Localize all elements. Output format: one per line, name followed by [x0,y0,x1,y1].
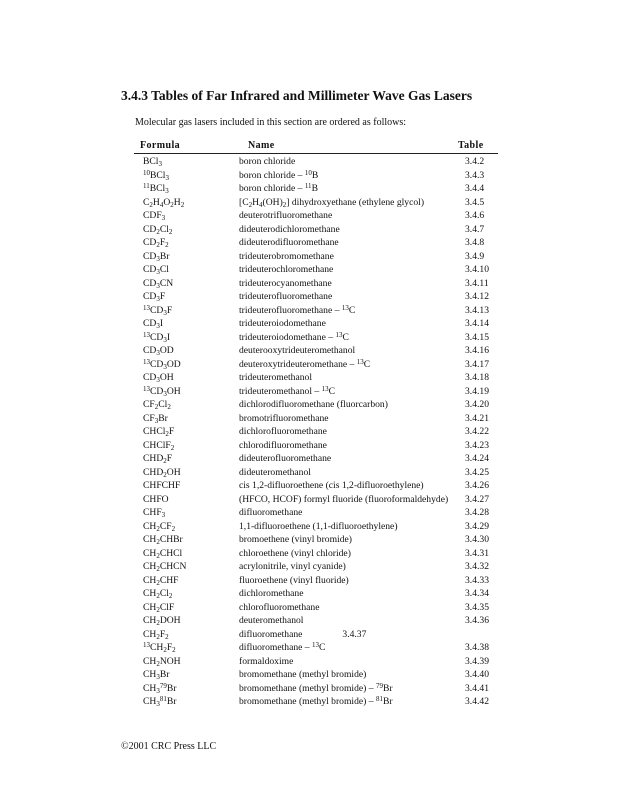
name-cell: trideuteroiodomethane [239,318,326,329]
table-row [134,412,505,426]
table-row [134,587,505,601]
name-cell: dideuterofluoromethane [239,453,332,464]
table-number-cell: 3.4.7 [465,223,485,235]
name-cell: trideuteromethanol – $^{13}$C [239,384,335,397]
laser-table-body [134,155,505,709]
table-row [134,250,505,264]
name-cell: deuteroxytrideuteromethane – $^{13}$C [239,357,371,370]
formula-cell: $^{13}CD_3OH$ [143,384,181,398]
formula-cell: $CH_2CHBr$ [143,534,183,546]
formula-cell: CHCl$_2$F [143,426,175,438]
table-number-cell: 3.4.12 [465,291,489,302]
formula-cell: $CH_2CHCl$ [143,547,183,560]
table-number-cell: 3.4.40 [465,669,489,680]
name-cell: trideuteromethanol [239,372,312,383]
formula-cell: $CD_3OD$ [143,345,174,357]
formula-cell: $CH_2ClF$ [143,601,175,614]
table-row [134,668,505,682]
table-row [134,520,505,534]
table-number-cell: 3.4.21 [465,412,489,424]
formula-cell: $CD_2F_2$ [143,237,169,249]
column-header-name: Name [248,140,275,151]
formula-cell: $CHD_2OH$ [143,466,181,479]
name-cell: deuterooxytrideuteromethanol [239,345,356,356]
name-cell: trideuteroiodomethane – $^{13}$C [239,330,349,343]
name-cell: 1,1-difluoroethene (1,1-difluoroethylene) [239,520,398,532]
table-row [134,506,505,520]
name-cell: bromotrifluoromethane [239,412,329,424]
formula-cell: BCl$_3$ [143,156,162,168]
table-row [134,452,505,466]
table-row [134,547,505,561]
table-row [134,682,505,696]
header-rule [134,153,498,154]
name-cell: chlorodifluoromethane [239,439,327,451]
table-row [134,601,505,615]
table-row [134,439,505,453]
table-row [134,358,505,372]
laser-table [134,155,505,709]
table-number-cell: 3.4.30 [465,534,489,545]
formula-cell: CHFO [143,493,169,505]
name-cell: acrylonitrile, vinyl cyanide) [239,561,346,572]
table-number-cell: 3.4.9 [465,250,485,262]
formula-cell: $CH_2CF_2$ [143,520,176,533]
table-row [134,493,505,507]
table-number-cell: 3.4.22 [465,426,489,437]
formula-cell: $CH_3Br$ [143,669,170,681]
table-row [134,479,505,493]
formula-cell: $CH_2CHCN$ [143,561,187,573]
name-cell: dichloromethane [239,588,304,599]
formula-cell: $^{13}CD_3OD$ [143,357,181,371]
name-cell: trideuterocyanomethane [239,277,332,289]
formula-cell: $CHD_2F$ [143,453,173,465]
intro-text: Molecular gas lasers included in this section are ordered as follows: [135,117,407,128]
table-number-cell: 3.4.24 [465,453,489,464]
table-number-cell: 3.4.26 [465,480,489,491]
formula-cell: $CH_3^{81}Br$ [143,695,177,708]
table-number-cell: 3.4.13 [465,304,489,316]
name-cell: difluoromethane – $^{13}$C [239,641,326,653]
table-number-cell: 3.4.11 [465,277,489,289]
table-row [134,169,505,183]
name-cell: formaldoxime [239,655,294,667]
table-number-cell: 3.4.4 [465,183,485,194]
name-cell: difluoromethane 3.4.37 [239,628,367,640]
table-row [134,223,505,237]
table-number-cell: 3.4.32 [465,561,489,572]
table-row [134,574,505,588]
table-number-cell: 3.4.34 [465,588,489,599]
table-number-cell: 3.4.16 [465,345,489,356]
name-cell: cis 1,2-difluoroethene (cis 1,2-difluoroethylene) [239,480,424,491]
table-row [134,236,505,250]
formula-cell: $C_2H_4O_2H_2$ [143,196,185,209]
table-number-cell: 3.4.5 [465,196,485,208]
formula-cell: $CH_2CHF$ [143,574,179,587]
formula-cell: $CF_3Br$ [143,412,168,425]
name-cell: chlorofluoromethane [239,601,320,613]
table-row [134,695,505,709]
formula-cell: $CD_3Br$ [143,250,170,263]
table-number-cell [465,628,505,642]
table-row [134,533,505,547]
formula-cell: $CH_3^{79}Br$ [143,681,177,695]
table-number-cell: 3.4.33 [465,574,489,586]
formula-cell: $^{11}$BCl$_3$ [143,182,169,195]
table-row [134,628,505,642]
table-row [134,196,505,210]
table-number-cell: 3.4.8 [465,237,485,248]
formula-cell: $CH_2F_2$ [143,628,169,641]
table-number-cell: 3.4.36 [465,615,489,626]
name-cell: bromoethene (vinyl bromide) [239,534,352,545]
formula-cell: $CD_3Cl$ [143,264,169,276]
name-cell: deuterotrifluoromethane [239,210,333,221]
formula-cell: $CD_3I$ [143,318,164,330]
name-cell: dideuteromethanol [239,466,311,478]
name-cell: bromomethane (methyl bromide) – $^{81}$Br [239,695,393,707]
formula-cell: $CD_2Cl_2$ [143,223,173,236]
table-number-cell: 3.4.35 [465,601,489,613]
table-row [134,655,505,669]
table-number-cell: 3.4.42 [465,696,489,707]
table-row [134,331,505,345]
table-row [134,371,505,385]
table-row [134,209,505,223]
name-cell: dideuterodichloromethane [239,223,340,235]
table-number-cell: 3.4.23 [465,439,489,451]
name-cell: dichlorofluoromethane [239,426,327,437]
formula-cell: $CHF_3$ [143,507,166,519]
column-header-formula: Formula [140,140,181,151]
name-cell: difluoromethane [239,507,303,518]
formula-cell: $^{13}CD_3F$ [143,303,173,317]
formula-cell: $CD_3CN$ [143,277,174,290]
formula-cell: $^{13}CD_3I$ [143,330,171,344]
table-number-cell: 3.4.3 [465,169,485,181]
table-row [134,155,505,169]
table-row [134,641,505,655]
table-number-cell: 3.4.28 [465,507,489,518]
name-cell: boron chloride – $^{10}$B [239,168,319,181]
formula-cell: $^{10}$BCl$_3$ [143,168,169,182]
table-row [134,182,505,196]
formula-cell: $CD_3OH$ [143,372,174,384]
table-row [134,304,505,318]
table-number-cell: 3.4.2 [465,156,485,167]
name-cell: trideuterobromomethane [239,250,334,262]
name-cell: trideuterofluoromethane – $^{13}$C [239,303,356,316]
formula-cell: CHClF$_2$ [143,439,175,452]
name-cell: chloroethene (vinyl chloride) [239,547,351,559]
table-row [134,290,505,304]
name-cell: (HFCO, HCOF) formyl fluoride (fluoroformaldehyde) [239,493,449,505]
table-number-cell: 3.4.29 [465,520,489,532]
formula-cell: CHFCHF [143,480,181,491]
formula-cell: $CD_3F$ [143,291,166,303]
table-number-cell: 3.4.10 [465,264,489,275]
table-number-cell: 3.4.19 [465,385,489,397]
formula-cell: $CH_2NOH$ [143,655,181,668]
name-cell: boron chloride [239,156,296,167]
table-row [134,385,505,399]
name-cell: $[C_2H_4(OH)_2]$ dihydroxyethane (ethylene glycol) [239,196,425,209]
table-row [134,425,505,439]
section-heading: 3.4.3 Tables of Far Infrared and Millimeter Wave Gas Lasers [121,88,473,103]
table-number-cell: 3.4.25 [465,466,489,478]
table-row [134,344,505,358]
name-cell: fluoroethene (vinyl fluoride) [239,574,349,586]
table-number-cell: 3.4.18 [465,372,489,383]
name-cell: trideuterofluoromethane [239,291,333,302]
formula-cell: $^{13}CH_2F_2$ [143,641,176,654]
formula-cell: $CDF_3$ [143,210,166,222]
table-row [134,398,505,412]
table-number-cell: 3.4.31 [465,547,489,559]
table-number-cell: 3.4.20 [465,399,489,410]
copyright-footer: ©2001 CRC Press LLC [121,741,217,752]
name-cell: bromomethane (methyl bromide) – $^{79}$Br [239,681,393,694]
name-cell: dichlorodifluoromethane (fluorcarbon) [239,399,388,410]
table-number-cell: 3.4.38 [465,642,489,653]
table-number-cell: 3.4.41 [465,682,489,694]
table-row [134,466,505,480]
formula-cell: $CF_2Cl_2$ [143,399,171,411]
name-cell: deuteromethanol [239,615,304,626]
table-row [134,614,505,628]
table-number-cell: 3.4.6 [465,210,485,221]
table-row [134,263,505,277]
column-header-table: Table [458,140,484,151]
name-cell: boron chloride – $^{11}$B [239,182,318,194]
formula-cell: $CH_2DOH$ [143,615,181,627]
name-cell: trideuterochloromethane [239,264,334,275]
table-row [134,560,505,574]
table-number-cell: 3.4.15 [465,331,489,343]
name-cell: dideuterodifluoromethane [239,237,339,248]
table-number-cell: 3.4.27 [465,493,489,505]
table-row [134,317,505,331]
table-number-cell: 3.4.17 [465,358,489,370]
name-cell: bromomethane (methyl bromide) [239,669,367,680]
inline-table-number: 3.4.37 [342,628,367,640]
formula-cell: $CH_2Cl_2$ [143,588,173,600]
table-number-cell: 3.4.39 [465,655,489,667]
table-row [134,277,505,291]
table-number-cell: 3.4.14 [465,318,489,329]
